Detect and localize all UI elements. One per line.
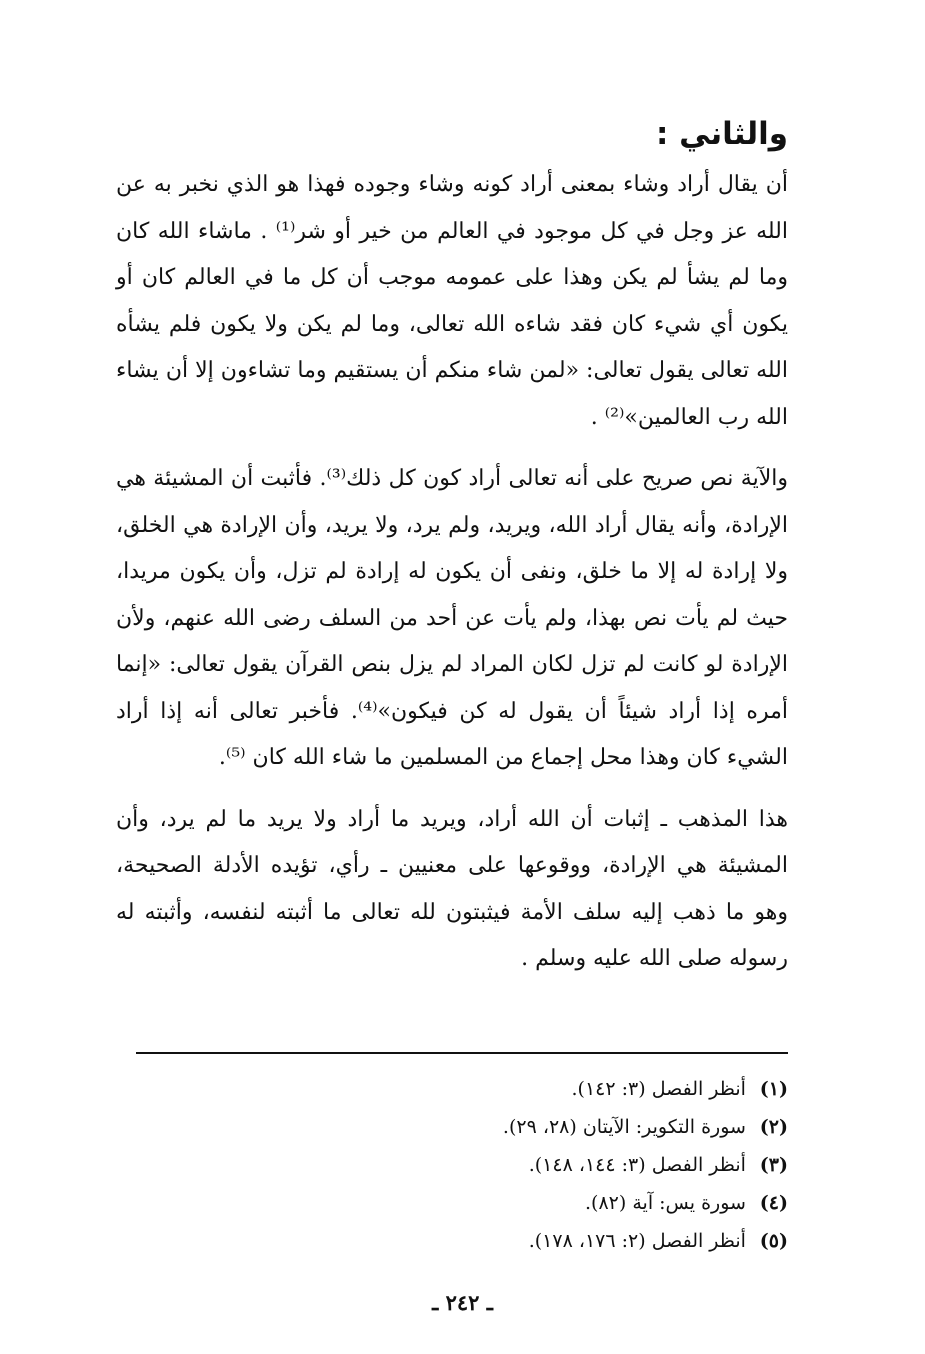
footnote-marker: (٢) <box>759 1116 788 1138</box>
footnote-text: أنظر الفصل (٣: ١٤٢). <box>571 1078 746 1100</box>
footnote-text: أنظر الفصل (٣: ١٤٤، ١٤٨). <box>528 1154 746 1176</box>
footnote-marker: (٥) <box>759 1230 788 1252</box>
footnote-2 <box>136 1108 788 1146</box>
section-heading: والثاني : <box>655 116 788 152</box>
footnote-4 <box>136 1184 788 1222</box>
footnotes-list <box>136 1070 788 1260</box>
footnote-separator <box>136 1052 788 1054</box>
paragraph-2: والآية نص صريح على أنه تعالى أراد كون كل ذلك⁽³⁾. فأثبت أن المشيئة هي الإرادة، وأنه يقال أراد الله، ويريد، ولم يرد، ولا يريد، وأن الإرادة هي الخلق، ولا إرادة له إلا ما خلق، ونفى أن يكون له إرادة لم تزل، وأن يكون مريدا، حيث لم يأت نص بهذا، ولم يأت عن أحد من السلف رضى الله عنهم، ولأن الإرادة لو كانت لم تزل لكان المراد لم يزل بنص القرآن يقول تعالى: «إنما أمره إذا أراد شيئاً أن يقول له كن فيكون»⁽⁴⁾. فأخبر تعالى أنه إذا أراد الشيء كان وهذا محل إجماع من المسلمين ما شاء الله كان ⁽⁵⁾. <box>116 466 788 770</box>
body-text <box>116 162 788 983</box>
page-number: ـ ٢٤٢ ـ <box>432 1290 493 1315</box>
paragraph-3: هذا المذهب ـ إثبات أن الله أراد، ويريد ما أراد ولا يريد ما لم يرد، وأن المشيئة هي الإرادة، ووقوعها على معنيين ـ رأي، تؤيده الأدلة الصحيحة، وهو ما ذهب إليه سلف الأمة فيثبتون لله تعالى ما أثبته لنفسه، وأثبته له رسوله صلى الله عليه وسلم . <box>116 806 788 971</box>
footnote-marker: (٣) <box>759 1154 788 1176</box>
footnote-3 <box>136 1146 788 1184</box>
footnote-5 <box>136 1222 788 1260</box>
footnote-marker: (٤) <box>759 1192 788 1214</box>
footnote-text: سورة يس: آية (٨٢). <box>585 1192 746 1214</box>
footnote-marker: (١) <box>759 1078 788 1100</box>
footnote-text: أنظر الفصل (٢: ١٧٦، ١٧٨). <box>528 1230 746 1252</box>
footnote-text: سورة التكوير: الآيتان (٢٨، ٢٩). <box>502 1116 746 1138</box>
footnote-1 <box>136 1070 788 1108</box>
paragraph-1: أن يقال أراد وشاء بمعنى أراد كونه وشاء وجوده فهذا هو الذي نخبر به عن الله عز وجل في كل موجود في العالم من خير أو شر⁽¹⁾ . ماشاء الله كان وما لم يشأ لم يكن وهذا على عمومه موجب أن كل ما في العالم كان أو يكون أي شيء كان فقد شاءه الله تعالى، وما لم يكن ولا يكون فلم يشأه الله تعالى يقول تعالى: «لمن شاء منكم أن يستقيم وما تشاءون إلا أن يشاء الله رب العالمين»⁽²⁾ . <box>116 172 788 430</box>
